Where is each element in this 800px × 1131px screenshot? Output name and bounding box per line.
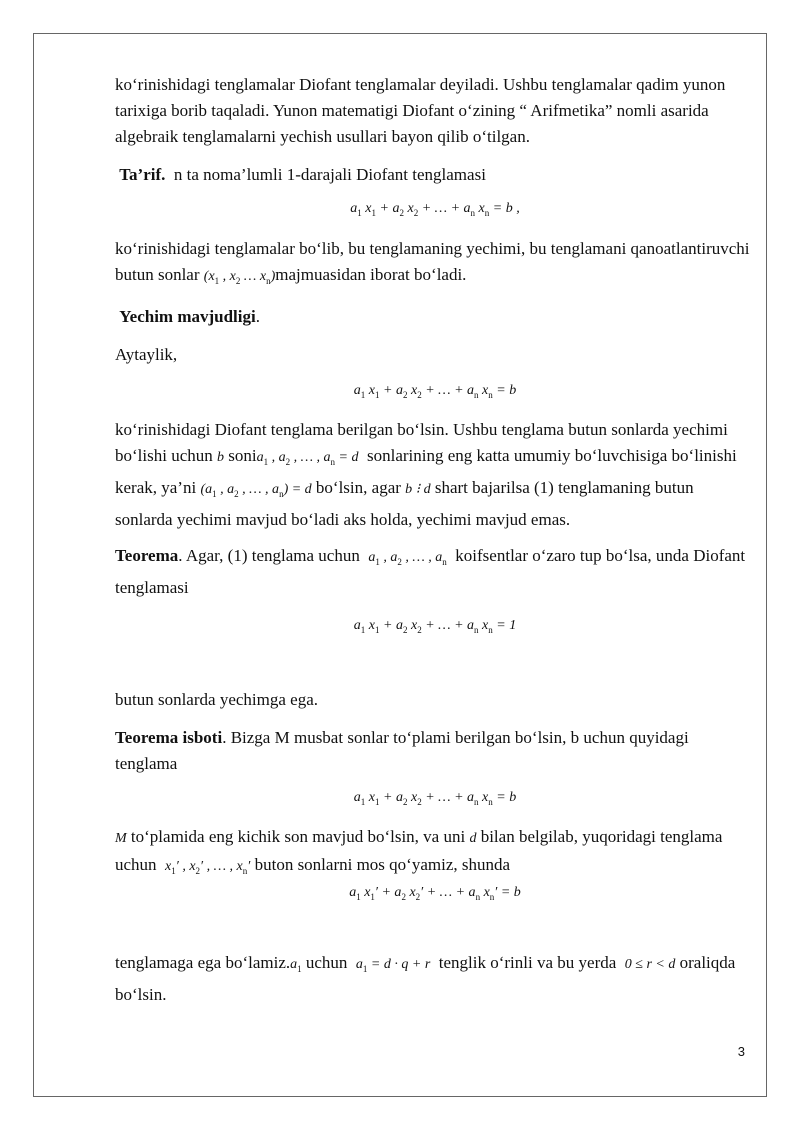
definition-text: n ta noma’lumli 1-darajali Diofant tenglamasi	[173, 165, 486, 184]
proof-paragraph-3: tenglamaga ega $boʻlamiz.a_1$ uchun $a_1 = d \cdot q + r$ tenglik oʻrinli va bu yerda 0 ≤ r < d oraliqda boʻlsin.	[115, 952, 736, 1004]
definition-label: Ta’rif	[119, 165, 162, 184]
proof-paragraph: Teorema isboti. Bizga M musbat sonlar toʻplami berilgan boʻlsin, b uchun quyidagi tenglama	[115, 727, 689, 773]
existence-paragraph: koʻrinishidagi Diofant tenglama berilgan boʻlsin. Ushbu tenglama butun sonlarda yechimi boʻlishi uchun b sonia$_1$ , $a_2$ , … , $a_n = d$ sonlarining eng katta umumiy boʻluvchisiga boʻlinishi kerak, ya’ni ($a_1$ , $a_2$ , … , $a_n) = d$ boʻlsin, agar b ⁝ d shart bajarilsa (1) tenglamaning butun sonlarda yechimi mavjud boʻladi aks holda, yechimi mavjud emas.	[115, 420, 737, 529]
equation-5: $a_1$ $x_1' + a_2$ $x_2'$ + … + $a_n$ $x_n' = b$	[349, 885, 521, 902]
equation-1: $a_1$ $x_1 + a_2$ $x_2$ + … + $a_n$ $x_n = b$ ,	[350, 201, 520, 218]
theorem-paragraph: Teorema. Agar, (1) tenglama uchun $a_1$ , $a_2$ , … , $a_n$ koifsentlar oʻzaro tup boʻlsa, unda Diofant tenglamasi	[115, 545, 746, 597]
proof-paragraph-2: M toʻplamida eng kichik son mavjud boʻlsin, va uni d bilan belgilab, yuqoridagi tenglama uchun $x_1'$ , $x_2'$ , … , $x_n'$ buton sonlarni mos qoʻyamiz, shunda	[115, 827, 723, 877]
intro-paragraph: koʻrinishidagi tenglamalar Diofant tenglamalar deyiladi. Ushbu tenglamalar qadim yunon tarixiga borib taqaladi. Yunon matematigi Diofant oʻzining “ Arifmetika” nomli asarida algebraik tenglamalarni yechish usullari bayon qilib oʻtilgan.	[115, 75, 726, 146]
page-number: 3	[737, 1044, 745, 1059]
equation-3: $a_1$ $x_1 + a_2$ $x_2$ + … + $a_n$ $x_n = 1$	[353, 617, 517, 635]
equation-2: $a_1$ $x_1 + a_2$ $x_2$ + … + $a_n$ $x_n = b$	[353, 382, 517, 400]
theorem-conclusion: butun sonlarda yechimga ega.	[115, 689, 318, 709]
equation-4: $a_1$ $x_1 + a_2$ $x_2$ + … + $a_n$ $x_n = b$	[353, 789, 517, 807]
aytaylik-text: Aytaylik,	[115, 344, 178, 364]
definition-after: koʻrinishidagi tenglamalar boʻlib, bu tenglamaning yechimi, bu tenglamani qanoatlantiruvchi butun sonlar ($x_1$ , $x_2$ … $x_n)majmuasidan$ iborat boʻladi.	[115, 238, 750, 286]
document-body	[115, 72, 755, 1008]
definition-paragraph: Ta’rif. n ta noma’lumli 1-darajali Diofant tenglamasi	[119, 165, 486, 184]
existence-heading: Yechim mavjudligi.	[119, 306, 260, 326]
